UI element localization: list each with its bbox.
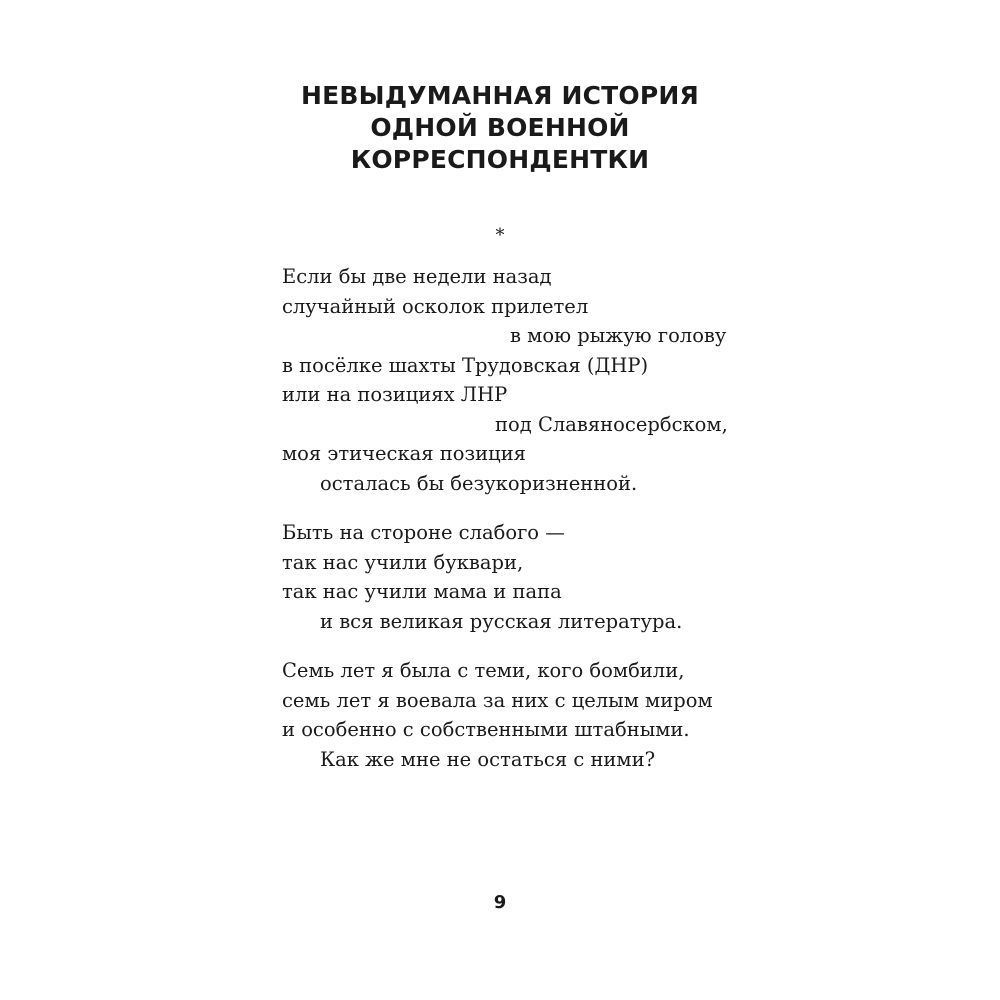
poem-line: или на позициях ЛНР	[282, 383, 508, 406]
title-line: КОРРЕСПОНДЕНТКИ	[350, 145, 650, 174]
stanza-1	[282, 262, 782, 498]
section-separator: *	[495, 225, 505, 246]
poem-line: в посёлке шахты Трудовская (ДНР)	[282, 353, 649, 377]
poem-line: и вся великая русская литература.	[320, 609, 683, 633]
poem-line: случайный осколок прилетел	[282, 294, 589, 318]
poem-line: под Славяносербском,	[495, 412, 728, 436]
title-line: ОДНОЙ ВОЕННОЙ	[370, 113, 630, 142]
poem-line: моя этическая позиция	[282, 442, 526, 465]
title-line: НЕВЫДУМАННАЯ ИСТОРИЯ	[301, 81, 699, 110]
stanza-3	[282, 656, 782, 774]
poem-line: Если бы две недели назад	[282, 265, 552, 288]
poem-body	[282, 262, 782, 794]
poem-line: Семь лет я была с теми, кого бомбили,	[282, 659, 685, 682]
poem-line: осталась бы безукоризненной.	[320, 471, 638, 495]
poem-line: Как же мне не остаться с ними?	[320, 747, 656, 771]
poem-line: семь лет я воевала за них с целым миром	[282, 688, 713, 712]
poem-line: и особенно с собственными штабными.	[282, 718, 690, 741]
poem-line: в мою рыжую голову	[510, 324, 727, 347]
stanza-2	[282, 518, 782, 636]
poem-line: Быть на стороне слабого —	[282, 521, 565, 544]
poem-line: так нас учили мама и папа	[282, 580, 562, 603]
page-number: 9	[493, 892, 507, 913]
chapter-title	[0, 80, 1000, 176]
poem-line: так нас учили буквари,	[282, 550, 524, 574]
